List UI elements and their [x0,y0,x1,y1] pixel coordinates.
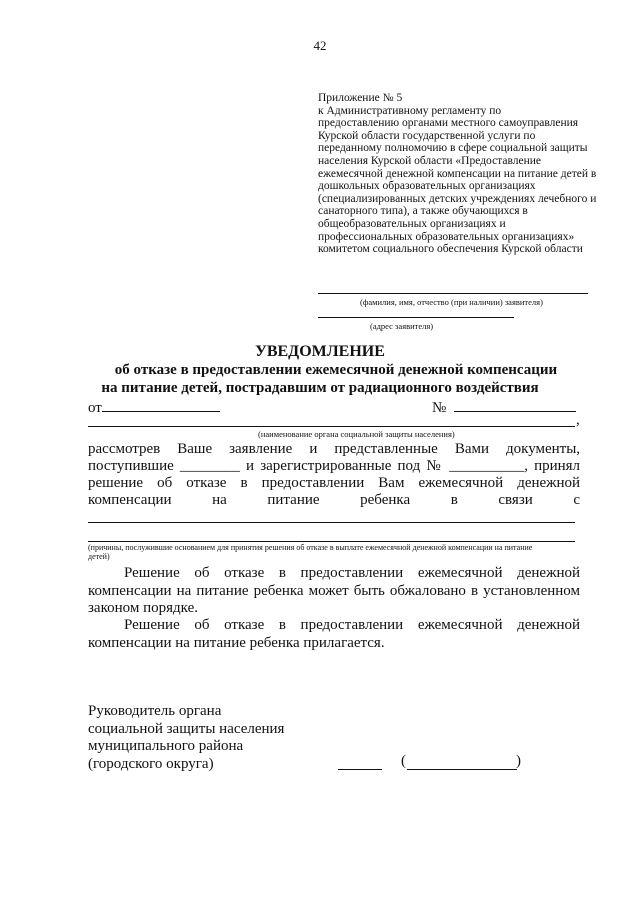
signer-line: социальной защиты населения [88,720,285,737]
appendix-line: населения Курской области «Предоставление [318,154,541,167]
word: ежемесячной [418,475,504,491]
word: связи [498,492,533,508]
applicant-address-caption: (адрес заявителя) [370,321,434,331]
appendix-header [318,92,618,256]
body-line-1 [88,441,580,458]
signer-line: Руководитель органа [88,703,222,719]
document-subtitle-line-2: на питание детей, пострадавшим от радиационного воздействия [101,380,539,396]
appendix-line: санаторного типа), а также обучающихся в [318,205,528,218]
appendix-line: дошкольных образовательных организациях [318,180,536,193]
word: на [212,492,227,508]
appendix-line: профессиональных образовательных организациях» [318,230,575,243]
attachment-paragraph [88,617,580,652]
word: рассмотрев [88,441,161,457]
appendix-line: комитетом социального обеспечения Курской области [318,243,583,256]
word: денежной [517,475,581,491]
signature-name-line [407,769,517,770]
appendix-line: (специализированных детских учреждениях лечебного и [318,192,597,205]
word: об [157,475,173,491]
body-line-4 [88,492,580,509]
number-label: № [432,400,447,416]
word: заявление [229,441,293,457]
applicant-name-caption: (фамилия, имя, отчество (при наличии) заявителя) [360,297,543,307]
word: № [426,458,444,474]
appendix-line: предоставлению органами местного самоуправления [318,117,579,130]
appendix-line: переданному полномочию в сфере социальной защиты [318,142,588,155]
date-field [88,398,220,417]
document-subtitle-line-1: об отказе в предоставлении ежемесячной денежной компенсации [114,362,558,378]
appeal-paragraph [88,565,580,618]
registration-number-blank: __________, [449,458,528,474]
appendix-line: к Административному регламенту по [318,104,502,117]
word: ребенка [360,492,411,508]
reasons-caption: (причины, послужившие основанием для принятия решения об отказе в выплате ежемесячной денежной компенсации на питание [88,543,533,552]
date-blank [102,398,220,412]
signature-close-paren: ) [516,753,521,769]
reasons-line-2 [88,541,575,542]
signer-line: муниципального района [88,738,244,754]
appendix-line: Приложение № 5 [318,92,403,104]
word: компенсации [88,492,172,508]
reasons-line-1 [88,522,575,523]
word: предоставлении [261,475,365,491]
organization-comma: , [576,412,580,428]
organization-caption: (наименование органа социальной защиты населения) [258,429,455,439]
appeal-paragraph-text: Решение об отказе в предоставлении ежемесячной денежной компенсации на питание ребенка может быть обжаловано в установленном законом порядке. [88,565,580,616]
word: отказе [186,475,227,491]
word: с [573,492,581,508]
word: в [450,492,458,508]
body-line-2 [88,458,580,475]
signer-block [88,703,284,773]
word: зарегистрированные [260,458,392,474]
page-number: 42 [313,38,327,53]
word: Вам [378,475,405,491]
signature-line [338,769,382,770]
number-blank [454,398,576,412]
word: и [309,441,318,457]
word: решение [88,475,144,491]
number-field [432,398,576,417]
appendix-line: Курской области государственной услуги по [318,129,536,142]
word: и [246,458,255,474]
word: в [240,475,248,491]
word: питание [267,492,320,508]
attachment-paragraph-text: Решение об отказе в предоставлении ежемесячной денежной компенсации на питание ребенка прилагается. [88,617,580,651]
organization-line [88,426,575,427]
applicant-address-line [318,317,514,318]
word: поступившие [88,458,174,474]
word: принял [534,458,581,474]
reasons-caption-continued: детей) [88,552,110,561]
date-received-blank: ________ [179,458,240,474]
appendix-line: ежемесячной денежной компенсации на питание детей в [318,167,597,180]
word: Ваше [177,441,213,457]
document-title: УВЕДОМЛЕНИЕ [255,343,385,360]
applicant-name-line [318,293,588,294]
signature-open-paren: ( [401,753,406,769]
appendix-line: общеобразовательных организациях и [318,217,506,230]
from-label: от [88,400,102,416]
word: Вами [454,441,489,457]
body-line-3 [88,475,580,492]
signer-line: (городского округа) [88,755,214,772]
word: документы, [505,441,581,457]
word: под [397,458,421,474]
word: представленные [334,441,438,457]
